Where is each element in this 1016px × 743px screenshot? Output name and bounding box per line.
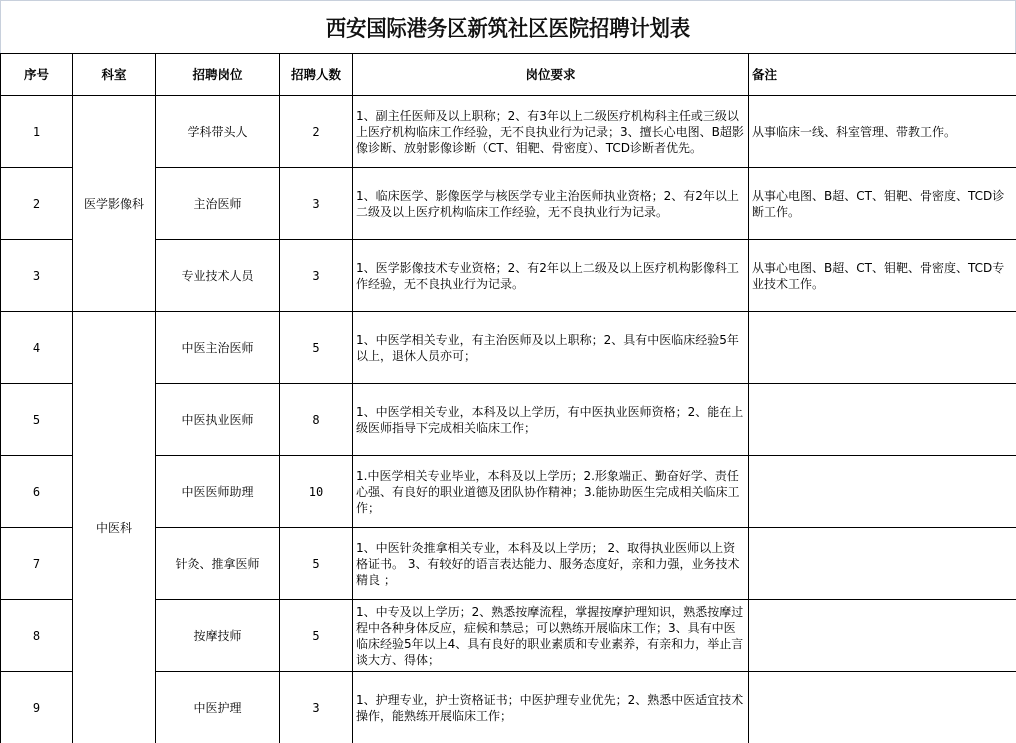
cell-count: 2: [280, 96, 353, 168]
document-title: 西安国际港务区新筑社区医院招聘计划表: [325, 16, 691, 42]
cell-count: 3: [280, 240, 353, 312]
cell-index: 6: [1, 456, 73, 528]
cell-department: 中医科: [73, 312, 156, 743]
cell-requirements: 1、中医学相关专业，本科及以上学历，有中医执业医师资格；2、能在上级医师指导下完成相关临床工作；: [353, 384, 749, 456]
cell-index: 1: [1, 96, 73, 168]
cell-requirements: 1、医学影像技术专业资格；2、有2年以上二级及以上医疗机构影像科工作经验，无不良执业行为记录。: [353, 240, 749, 312]
cell-count: 5: [280, 312, 353, 384]
cell-requirements: 1.中医学相关专业毕业，本科及以上学历；2.形象端正、勤奋好学、责任心强、有良好的职业道德及团队协作精神；3.能协助医生完成相关临床工作；: [353, 456, 749, 528]
cell-index: 3: [1, 240, 73, 312]
header-position: 招聘岗位: [156, 54, 280, 96]
cell-count: 3: [280, 168, 353, 240]
cell-count: 8: [280, 384, 353, 456]
title-band: [0, 0, 1016, 54]
cell-index: 5: [1, 384, 73, 456]
table-row: [1, 312, 1016, 384]
table-row: [1, 96, 1016, 168]
cell-index: 8: [1, 600, 73, 672]
cell-position: 专业技术人员: [156, 240, 280, 312]
cell-position: 针灸、推拿医师: [156, 528, 280, 600]
header-requirements: 岗位要求: [353, 54, 749, 96]
cell-requirements: 1、临床医学、影像医学与核医学专业主治医师执业资格；2、有2年以上二级及以上医疗机构临床工作经验，无不良执业行为记录。: [353, 168, 749, 240]
cell-notes: 从事心电图、B超、CT、钼靶、骨密度、TCD专业技术工作。: [749, 240, 1016, 312]
header-department: 科室: [73, 54, 156, 96]
cell-requirements: 1、护理专业，护士资格证书；中医护理专业优先；2、熟悉中医适宜技术操作，能熟练开展临床工作；: [353, 672, 749, 743]
cell-position: 主治医师: [156, 168, 280, 240]
recruitment-plan-table: [0, 53, 1016, 743]
cell-notes: 从事临床一线、科室管理、带教工作。: [749, 96, 1016, 168]
header-notes: 备注: [749, 54, 1016, 96]
cell-position: 中医主治医师: [156, 312, 280, 384]
cell-notes: [749, 528, 1016, 600]
cell-notes: [749, 312, 1016, 384]
cell-index: 2: [1, 168, 73, 240]
cell-position: 中医医师助理: [156, 456, 280, 528]
header-index: 序号: [1, 54, 73, 96]
header-row: [1, 54, 1016, 96]
header-count: 招聘人数: [280, 54, 353, 96]
cell-notes: 从事心电图、B超、CT、钼靶、骨密度、TCD诊断工作。: [749, 168, 1016, 240]
cell-requirements: 1、中专及以上学历；2、熟悉按摩流程，掌握按摩护理知识，熟悉按摩过程中各种身体反应，症候和禁忌；可以熟练开展临床工作；3、具有中医临床经验5年以上4、具有良好的职业素质和专业素养，有亲和力，举止言谈大方、得体；: [353, 600, 749, 672]
cell-notes: [749, 384, 1016, 456]
cell-department: 医学影像科: [73, 96, 156, 312]
cell-index: 9: [1, 672, 73, 743]
cell-position: 学科带头人: [156, 96, 280, 168]
cell-position: 中医执业医师: [156, 384, 280, 456]
cell-requirements: 1、中医学相关专业，有主治医师及以上职称；2、具有中医临床经验5年以上，退休人员亦可；: [353, 312, 749, 384]
cell-index: 7: [1, 528, 73, 600]
cell-requirements: 1、中医针灸推拿相关专业，本科及以上学历； 2、取得执业医师以上资格证书。 3、有较好的语言表达能力、服务态度好，亲和力强，业务技术精良 ；: [353, 528, 749, 600]
cell-count: 3: [280, 672, 353, 743]
cell-notes: [749, 672, 1016, 743]
cell-count: 10: [280, 456, 353, 528]
cell-notes: [749, 456, 1016, 528]
cell-requirements: 1、副主任医师及以上职称；2、有3年以上二级医疗机构科主任或三级以上医疗机构临床工作经验，无不良执业行为记录；3、擅长心电图、B超影像诊断、放射影像诊断（CT、钼靶、骨密度）、TCD诊断者优先。: [353, 96, 749, 168]
cell-position: 按摩技师: [156, 600, 280, 672]
cell-index: 4: [1, 312, 73, 384]
cell-position: 中医护理: [156, 672, 280, 743]
cell-count: 5: [280, 528, 353, 600]
cell-notes: [749, 600, 1016, 672]
cell-count: 5: [280, 600, 353, 672]
